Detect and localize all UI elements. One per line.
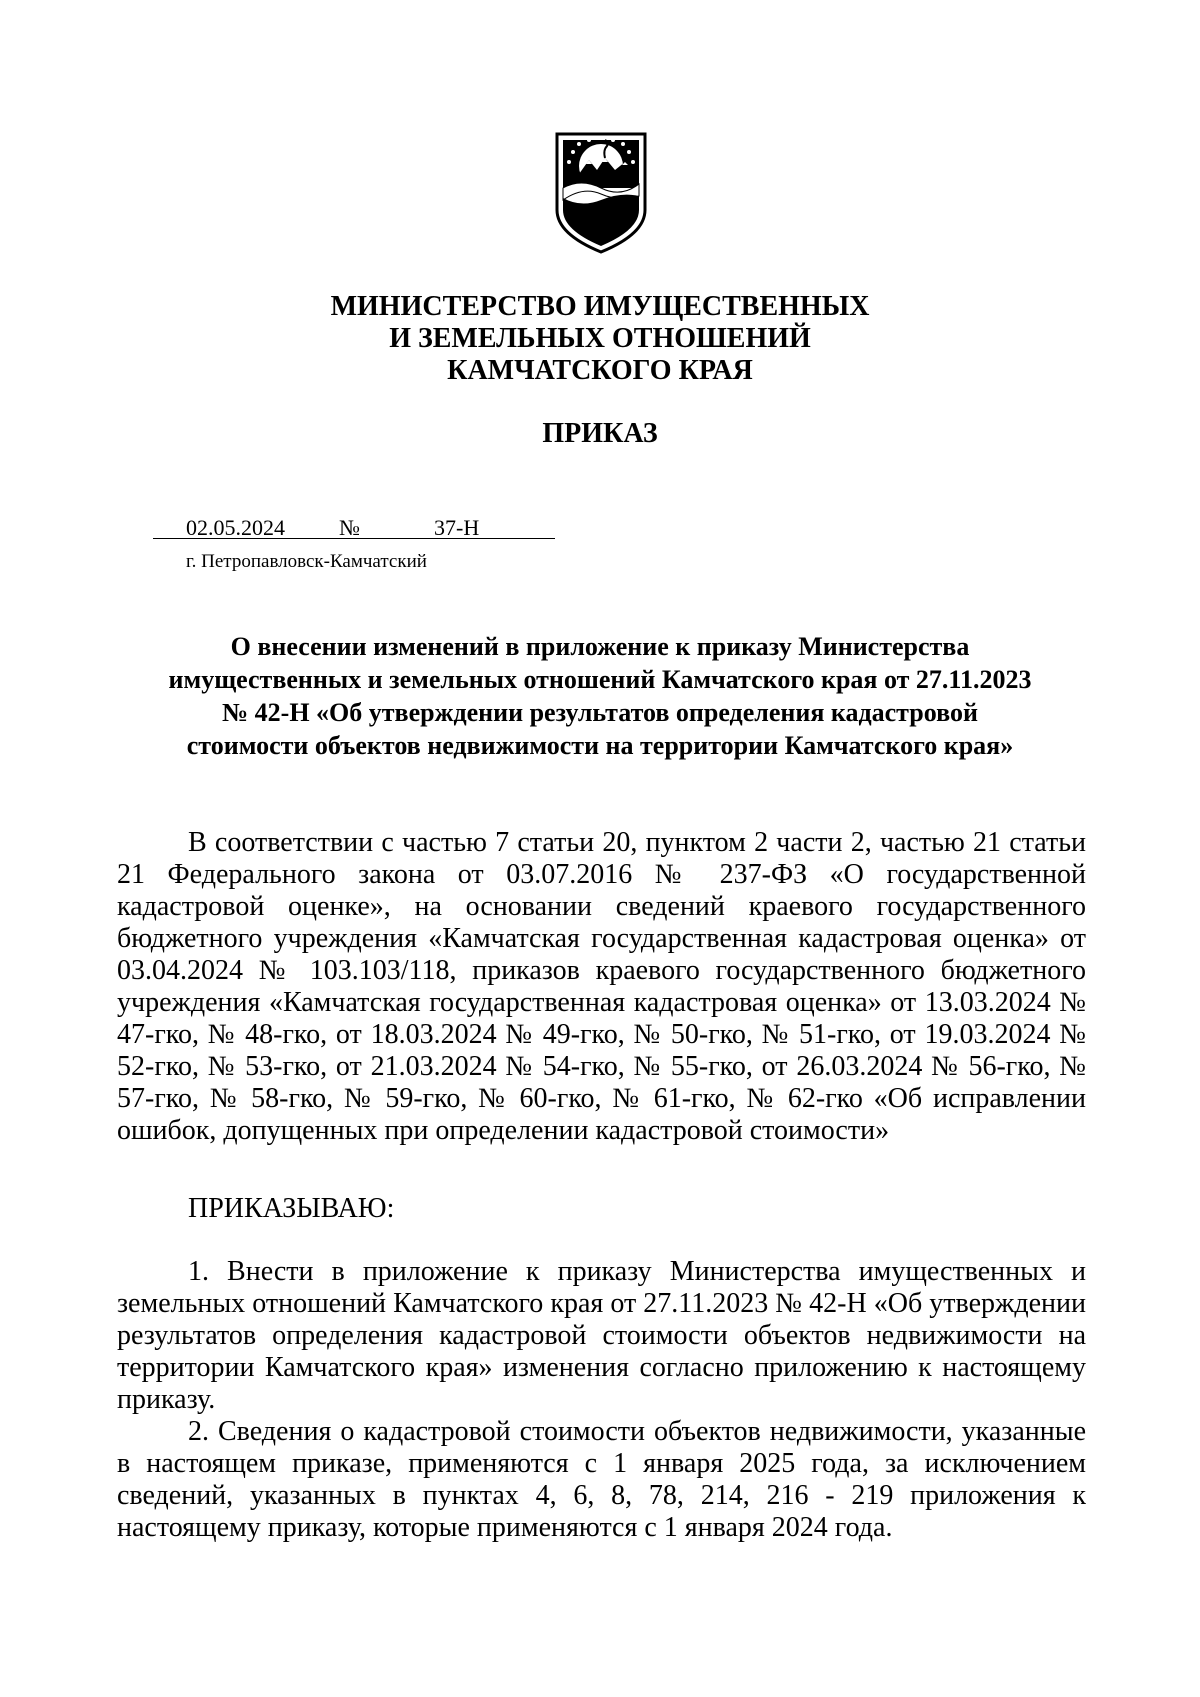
order-word: ПРИКАЗЫВАЮ:	[188, 1193, 395, 1224]
subject-line-3: № 42-Н «Об утверждении результатов определения кадастровой	[222, 698, 978, 727]
ministry-line-1: МИНИСТЕРСТВО ИМУЩЕСТВЕННЫХ	[330, 291, 870, 322]
ministry-line-2: И ЗЕМЕЛЬНЫХ ОТНОШЕНИЙ	[389, 323, 811, 354]
order-item-2: 2. Сведения о кадастровой стоимости объектов недвижимости, указанные в настоящем приказе, применяются с 1 января 2025 года, за исключением сведений, указанных в пунктах 4, 6, 8, 78, 214, 216 - 219 приложения к настоящему приказу, которые применяются с 1 января 2024 года.	[117, 1416, 1086, 1543]
order-items	[117, 1256, 1086, 1544]
ministry-line-3: КАМЧАТСКОГО КРАЯ	[447, 355, 753, 386]
document-subject	[100, 630, 1100, 762]
subject-line-1: О внесении изменений в приложение к приказу Министерства	[230, 632, 970, 661]
registration-number-sign: №	[339, 515, 360, 540]
preamble-paragraph: В соответствии с частью 7 статьи 20, пунктом 2 части 2, частью 21 статьи 21 Федерального закона от 03.07.2016 № 237-ФЗ «О государственной кадастровой оценке», на основании сведений краевого государственного бюджетного учреждения «Камчатская государственная кадастровая оценка» от 03.04.2024 № 103.103/118, приказов краевого государственного бюджетного учреждения «Камчатская государственная кадастровая оценка» от 13.03.2024 № 47-гко, № 48-гко, от 18.03.2024 № 49-гко, № 50-гко, № 51-гко, от 19.03.2024 № 52-гко, № 53-гко, от 21.03.2024 № 54-гко, № 55-гко, от 26.03.2024 № 56-гко, № 57-гко, № 58-гко, № 59-гко, № 60-гко, № 61-гко, № 62-гко «Об исправлении ошибок, допущенных при определении кадастровой стоимости»	[117, 827, 1086, 1146]
document-type: ПРИКАЗ	[542, 418, 658, 449]
kamchatka-coat-of-arms-icon	[553, 130, 649, 254]
registration-number: 37-Н	[434, 515, 480, 540]
order-item-1: 1. Внести в приложение к приказу Министерства имущественных и земельных отношений Камчатского края от 27.11.2023 № 42-Н «Об утверждении результатов определения кадастровой стоимости объектов недвижимости на территории Камчатского края» изменения согласно приложению к настоящему приказу.	[117, 1256, 1086, 1415]
ministry-name	[0, 291, 1200, 387]
subject-line-2: имущественных и земельных отношений Камчатского края от 27.11.2023	[168, 665, 1032, 694]
registration-date: 02.05.2024	[186, 515, 285, 540]
city-name: г. Петропавловск-Камчатский	[186, 551, 427, 572]
subject-line-4: стоимости объектов недвижимости на территории Камчатского края»	[186, 731, 1014, 760]
preamble-block	[117, 827, 1086, 1147]
